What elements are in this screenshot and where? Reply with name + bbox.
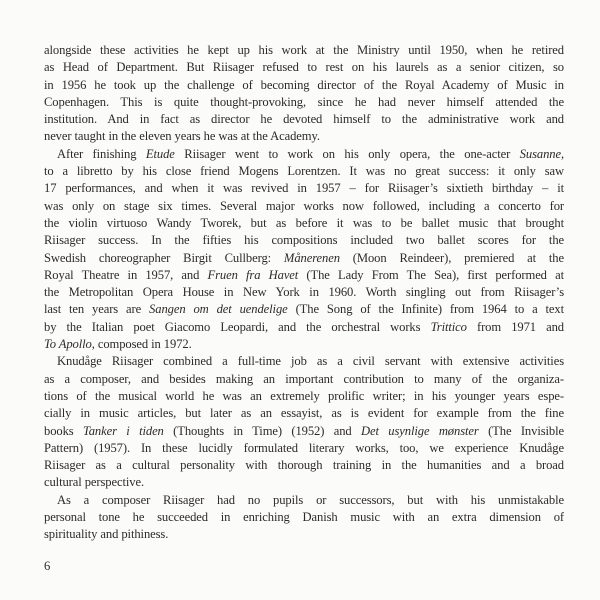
italic-run: Etude <box>145 146 175 161</box>
text-line <box>44 474 564 491</box>
text-run: Riisager went to work on his only opera, the one-acter <box>174 146 520 161</box>
text-run: (Moon Reindeer), premiered at the <box>339 250 564 265</box>
text-run: , composed in 1972. <box>91 337 192 352</box>
text-run: Riisager as a cultural personality with thorough training in the humanities and a broad <box>44 458 564 473</box>
text-run: never taught in the eleven years he was at the Academy. <box>44 129 320 144</box>
text-run: 17 performances, and when it was revived in 1957 – for Riisager’s sixtieth birthday – it <box>44 181 564 196</box>
text-line <box>44 198 564 215</box>
text-run: (The Lady From The Sea), first performed at <box>298 267 564 282</box>
text-line <box>44 284 564 301</box>
text-run: as a composer, and besides making an important contribution to many of the organiza- <box>44 371 564 386</box>
text-line <box>44 180 564 197</box>
text-run: After finishing <box>57 146 146 161</box>
text-run: (The Song of the Infinite) from 1964 to a text <box>287 302 564 317</box>
italic-run: Månerenen <box>283 250 340 265</box>
italic-run: To Apollo <box>44 337 92 352</box>
italic-run: Fruen fra Havet <box>207 267 299 282</box>
text-line <box>44 94 564 111</box>
text-line <box>44 250 564 267</box>
text-run: as Head of Department. But Riisager refused to rest on his laurels as a senior citizen, so <box>44 60 564 75</box>
text-line <box>44 371 564 388</box>
text-line <box>44 457 564 474</box>
text-line <box>44 59 564 76</box>
text-run: the Metropolitan Opera House in New York in 1960. Worth singling out from Riisager’s <box>44 285 564 300</box>
text-run: to a libretto by his close friend Mogens Lorentzen. It was no great success: it only saw <box>44 164 564 179</box>
text-run: cultural perspective. <box>44 475 145 490</box>
text-block <box>44 42 564 544</box>
text-run: (The Invisible <box>478 423 564 438</box>
text-line <box>44 405 564 422</box>
italic-run: Tanker i tiden <box>82 423 164 438</box>
italic-run: Susanne, <box>519 146 564 161</box>
text-line <box>44 301 564 318</box>
text-run: (Thoughts in Time) (1952) and <box>163 423 361 438</box>
italic-run: Det usynlige mønster <box>361 423 479 438</box>
text-run: by the Italian poet Giacomo Leopardi, and the orchestral works <box>44 319 431 334</box>
text-line <box>44 353 564 370</box>
text-run: alongside these activities he kept up his work at the Ministry until 1950, when he retired <box>44 43 564 57</box>
text-line <box>44 42 564 59</box>
text-run: from 1971 and <box>466 319 564 334</box>
text-line <box>44 267 564 284</box>
text-line <box>44 111 564 128</box>
text-run: spirituality and pithiness. <box>44 527 169 542</box>
page-number: 6 <box>44 559 51 573</box>
text-line <box>44 77 564 94</box>
text-run: was only on stage six times. Several major works now followed, including a concerto for <box>44 198 564 213</box>
paragraph <box>44 353 564 491</box>
text-line <box>44 319 564 336</box>
text-run: the violin virtuoso Wandy Tworek, but as before it was to be ballet music that brought <box>44 215 564 230</box>
text-line <box>44 440 564 457</box>
text-line <box>44 509 564 526</box>
text-run: Riisager success. In the fifties his compositions included two ballet scores for the <box>44 233 564 248</box>
text-line <box>44 215 564 232</box>
paragraph <box>44 492 564 544</box>
text-run: last ten years are <box>44 302 150 317</box>
text-line <box>44 146 564 163</box>
text-run: institution. And in fact as director he devoted himself to the administrative work and <box>44 112 564 127</box>
text-line <box>44 526 564 543</box>
text-line <box>44 232 564 249</box>
text-run: cially in music articles, but later as an essayist, as is evident for example from the fine <box>44 406 564 421</box>
text-line <box>44 128 564 145</box>
text-line <box>44 336 564 353</box>
text-run: Copenhagen. This is quite thought-provoking, since he had never himself attended the <box>44 94 564 109</box>
text-run: Swedish choreographer Birgit Cullberg: <box>44 250 284 265</box>
text-run: tions of the musical world he was an extremely prolific writer; in his younger years espe- <box>44 388 564 403</box>
text-line <box>44 388 564 405</box>
italic-run: Trittico <box>430 319 467 334</box>
text-run: in 1956 he took up the challenge of becoming director of the Royal Academy of Music in <box>44 77 564 92</box>
text-run: books <box>44 423 83 438</box>
paragraph <box>44 42 564 146</box>
paragraph <box>44 146 564 354</box>
text-run: Pattern) (1957). In these lucidly formulated literary works, too, we experience Knudåge <box>44 440 564 455</box>
text-line <box>44 492 564 509</box>
text-run: personal tone he succeeded in enriching Danish music with an extra dimension of <box>44 510 564 525</box>
text-run: Knudåge Riisager combined a full-time job as a civil servant with extensive activities <box>57 354 564 369</box>
text-run: Royal Theatre in 1957, and <box>44 267 208 282</box>
italic-run: Sangen om det uendelige <box>149 302 288 317</box>
text-line <box>44 423 564 440</box>
text-line <box>44 163 564 180</box>
text-run: As a composer Riisager had no pupils or successors, but with his unmistakable <box>57 492 564 507</box>
